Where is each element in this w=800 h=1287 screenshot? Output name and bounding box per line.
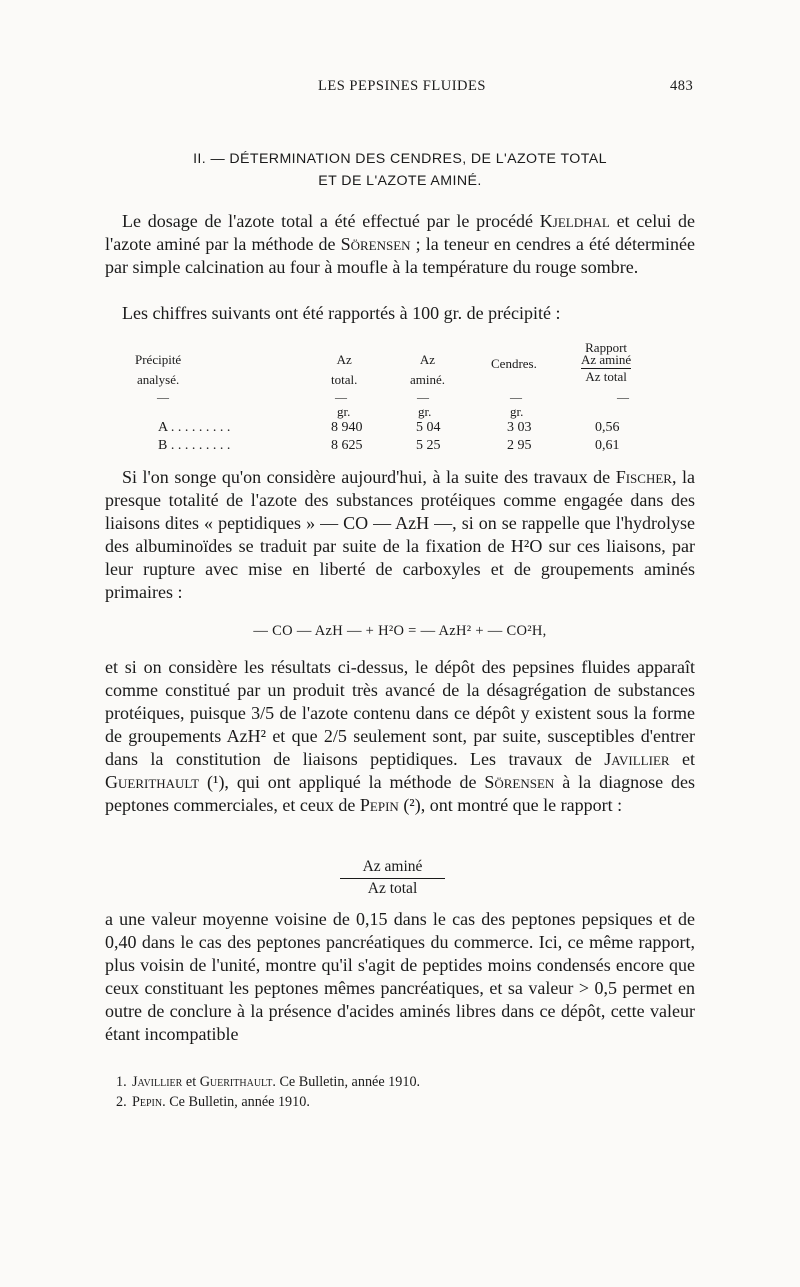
text-run: à la diagnose des peptones commerciales, et ceux de [105, 772, 695, 815]
fraction-numerator: Az aminé [340, 858, 445, 879]
header-text: Az total [585, 369, 627, 384]
row-label: A . . . . . . . . . [158, 420, 231, 435]
page-number: 483 [670, 78, 694, 94]
row-label: B . . . . . . . . . [158, 438, 231, 453]
text-run: et [669, 749, 695, 769]
paragraph-1 [105, 210, 695, 279]
author-name: Javillier [604, 749, 670, 769]
header-rapport [581, 342, 631, 383]
author-name: Guerithault [199, 1074, 273, 1090]
chemical-equation: — CO — AzH — + H²O = — AzH² + — CO²H, [253, 623, 547, 639]
header-precipite [135, 350, 181, 390]
footnote-number: 1. [116, 1074, 127, 1090]
section-title [105, 148, 695, 192]
author-name: Sörensen [340, 234, 411, 254]
cell-az-total: 8 940 [331, 420, 363, 435]
author-name: Fischer [615, 467, 672, 487]
column-dash: — [617, 390, 629, 404]
cell-rapport: 0,56 [595, 420, 620, 435]
header-az-total [331, 350, 357, 390]
text-run: (²), ont montré que le rapport : [398, 795, 623, 815]
text-run: et celui de l'azote aminé par la méthode de [105, 211, 695, 254]
cell-cendres: 3 03 [507, 420, 532, 435]
header-cendres: Cendres. [491, 356, 537, 371]
column-dash: — [335, 390, 347, 404]
page-header [0, 78, 800, 100]
cell-az-amine: 5 04 [416, 420, 441, 435]
header-text: Az [419, 352, 436, 367]
cell-az-amine: 5 25 [416, 438, 441, 453]
author-name: Guerithault [105, 772, 200, 792]
results-table [105, 340, 695, 453]
author-name: Pepin [359, 795, 399, 815]
text-run: et [182, 1074, 200, 1090]
text-run: Les chiffres suivants ont été rapportés à 100 gr. de précipité : [122, 303, 561, 323]
author-name: Sörensen [484, 772, 555, 792]
header-text: analysé. [136, 372, 180, 387]
column-dash: — [417, 390, 429, 404]
header-text: Az [336, 352, 352, 367]
unit-label: gr. [418, 404, 432, 419]
header-text: Az aminé [581, 352, 632, 367]
section-title-line-2: ET DE L'AZOTE AMINÉ. [318, 173, 482, 189]
text-run: , la presque totalité de l'azote des substances protéiques comme engagée dans des liaisons dites « peptidiques » — CO — AzH —, si on se rappelle que l'hydrolyse des albuminoïdes se traduit par suite de la fixation de H²O sur ces liaisons, par leur rupture avec mise en liberté de carboxyles et de groupements aminés primaires : [105, 467, 695, 602]
text-run: Le dosage de l'azote total a été effectué par le procédé [122, 211, 540, 231]
author-name: Kjeldhal [539, 211, 610, 231]
text-run: (¹), qui ont appliqué la méthode de [199, 772, 485, 792]
footnote-1 [116, 1072, 420, 1092]
text-run: et si on considère les résultats ci-dessus, le dépôt des pepsines fluides apparaît comme constitué par un produit très avancé de la désagrégation de substances protéiques, puisque 3/5 de l'azote contenu dans ce dépôt y existent sous la forme de groupements AzH² et que 2/5 seulement sont, par suite, susceptibles d'entrer dans la constitution de liaisons peptidiques. Les travaux de [105, 657, 695, 769]
header-text: aminé. [410, 372, 446, 387]
running-title: LES PEPSINES FLUIDES [318, 78, 486, 94]
column-dash: — [157, 390, 169, 404]
footnote-text: . Ce Bulletin, année 1910. [162, 1094, 310, 1110]
author-name: Javillier [132, 1074, 183, 1090]
text-run: Si l'on songe qu'on considère aujourd'hui, à la suite des travaux de [122, 467, 616, 487]
footnote-2 [116, 1092, 420, 1112]
paragraph-3 [105, 466, 695, 604]
ratio-fraction [340, 858, 445, 898]
paragraph-2 [105, 302, 695, 325]
text-run: ; la teneur en cendres a été déterminée par simple calcination au four à moufle à la température du rouge sombre. [105, 234, 696, 277]
cell-cendres: 2 95 [507, 438, 532, 453]
column-dash: — [510, 390, 522, 404]
footnote-text: . Ce Bulletin, année 1910. [272, 1074, 421, 1090]
paragraph-5 [105, 908, 695, 1046]
header-az-amine [410, 350, 445, 390]
unit-label: gr. [337, 404, 351, 419]
paragraph-4 [105, 656, 695, 817]
cell-rapport: 0,61 [595, 438, 620, 453]
author-name: Pepin [132, 1094, 163, 1110]
header-text: total. [331, 372, 358, 387]
fraction-denominator: Az total [367, 880, 418, 897]
text-run: a une valeur moyenne voisine de 0,15 dans le cas des peptones pepsiques et de 0,40 dans le cas des peptones pancréatiques du commerce. Ici, ce même rapport, plus voisin de l'unité, montre qu'il s'agit de peptides moins condensés encore que ceux constituant les peptones mêmes pancréatiques, et sa valeur > 0,5 permet en outre de conclure à la présence d'acides aminés libres dans ce dépôt, cette valeur étant incompatible [105, 909, 695, 1044]
section-title-line-1: II. — DÉTERMINATION DES CENDRES, DE L'AZOTE TOTAL [193, 151, 607, 167]
header-text: Rapport [585, 340, 628, 355]
footnote-number: 2. [116, 1094, 127, 1110]
unit-label: gr. [510, 404, 524, 419]
header-text: Précipité [135, 352, 182, 367]
cell-az-total: 8 625 [331, 438, 363, 453]
footnotes [116, 1072, 420, 1112]
